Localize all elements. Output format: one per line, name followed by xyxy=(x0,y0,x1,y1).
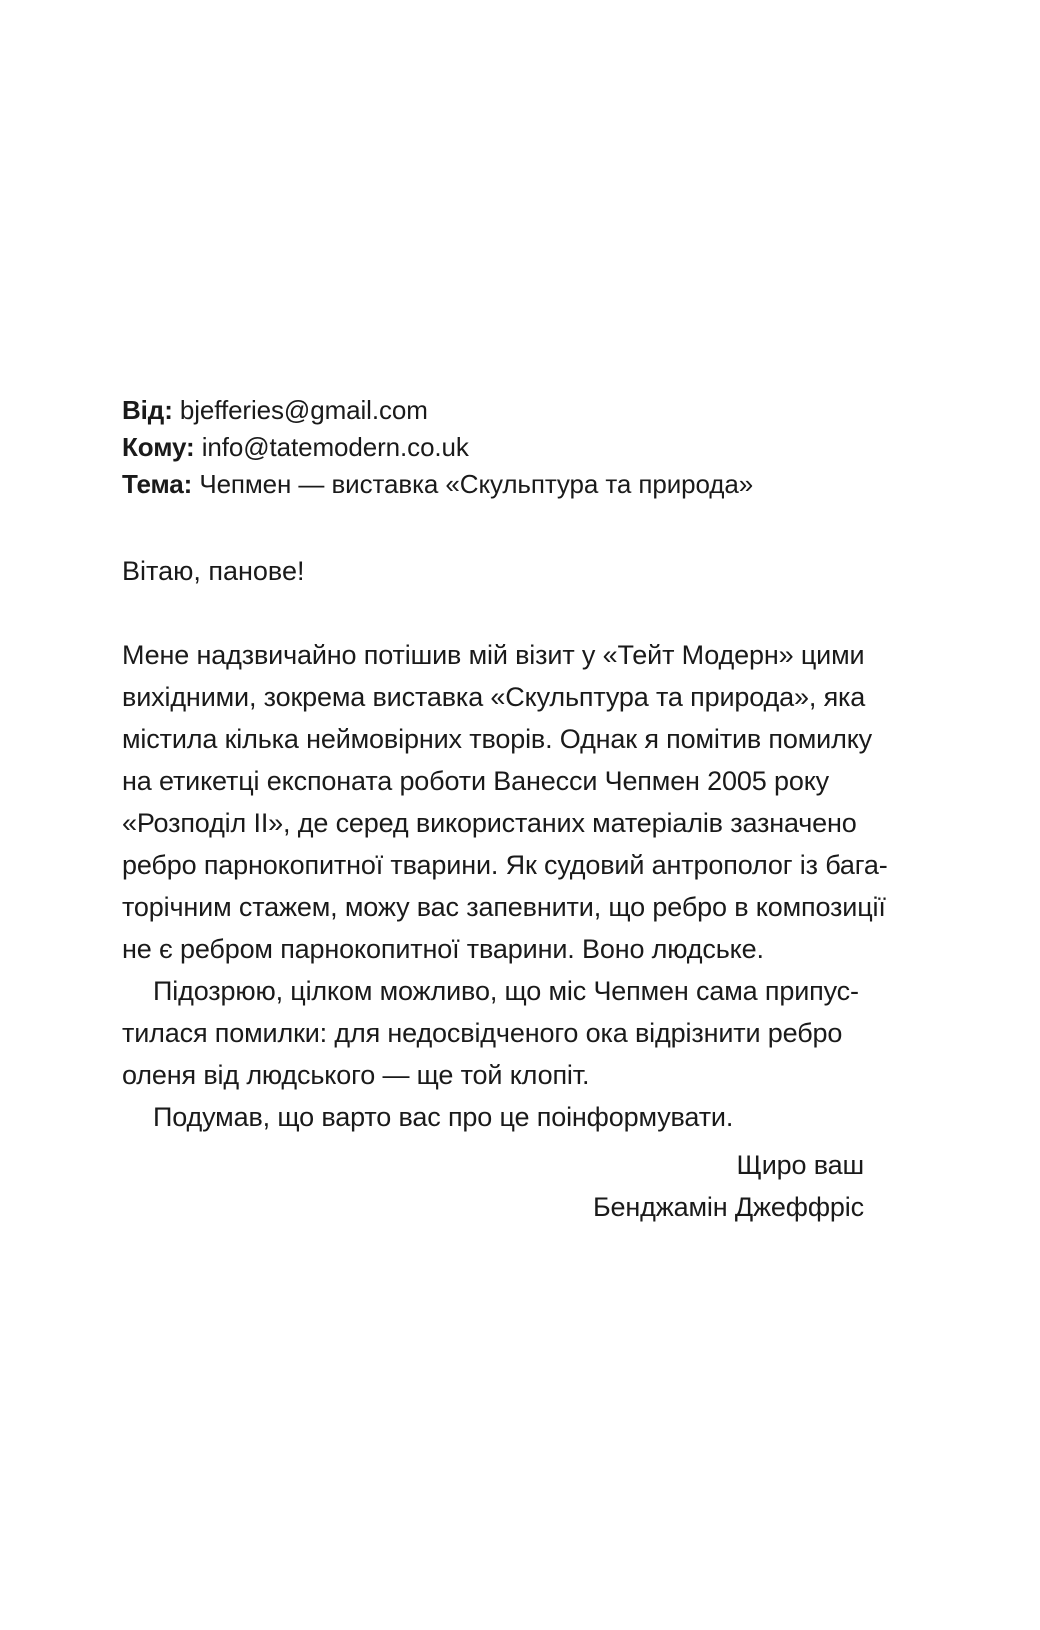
greeting: Вітаю, панове! xyxy=(122,556,305,586)
body-paragraph xyxy=(122,1096,864,1138)
body-line: містила кілька неймовірних творів. Однак я помітив помилку xyxy=(122,724,873,754)
from-label: Від: xyxy=(122,395,173,425)
body-paragraph xyxy=(122,634,888,970)
body-line: вихідними, зокрема виставка «Скульптура та природа», яка xyxy=(122,682,866,712)
header-row-from xyxy=(122,392,864,429)
subject-label: Тема: xyxy=(122,469,193,499)
letter-content xyxy=(122,392,888,1228)
body-line: Мене надзвичайно потішив мій візит у «Тейт Модерн» цими xyxy=(122,640,865,670)
body-line: не є ребром парнокопитної тварини. Воно людське. xyxy=(122,934,764,964)
from-value: bjefferies@gmail.com xyxy=(179,395,428,425)
to-label: Кому: xyxy=(122,432,195,462)
email-header xyxy=(122,392,864,503)
body-line: «Розподіл II», де серед використаних матеріалів зазначено xyxy=(122,808,857,838)
header-row-to xyxy=(122,429,864,466)
body-line: на етикетці експоната роботи Ванесси Чепмен 2005 року xyxy=(122,766,830,796)
body-line: Підозрюю, цілком можливо, що міс Чепмен сама припус- xyxy=(153,976,859,1006)
body-paragraph xyxy=(122,970,864,1096)
body-line: Подумав, що варто вас про це поінформувати. xyxy=(153,1102,734,1132)
body-line: оленя від людського — ще той клопіт. xyxy=(122,1060,590,1090)
body-line: торічним стажем, можу вас запевнити, що ребро в композиції xyxy=(122,892,886,922)
letter-body xyxy=(122,634,888,1138)
signature-name: Бенджамін Джеффріс xyxy=(592,1192,864,1222)
body-line: ребро парнокопитної тварини. Як судовий антрополог із бага- xyxy=(122,850,888,880)
subject-value: Чепмен — виставка «Скульптура та природа» xyxy=(199,469,754,499)
body-line: тилася помилки: для недосвідченого ока відрізнити ребро xyxy=(122,1018,843,1048)
signature-closing: Щиро ваш xyxy=(736,1150,864,1180)
signature-block xyxy=(122,1144,864,1228)
header-row-subject xyxy=(122,466,864,503)
to-value: info@tatemodern.co.uk xyxy=(201,432,469,462)
